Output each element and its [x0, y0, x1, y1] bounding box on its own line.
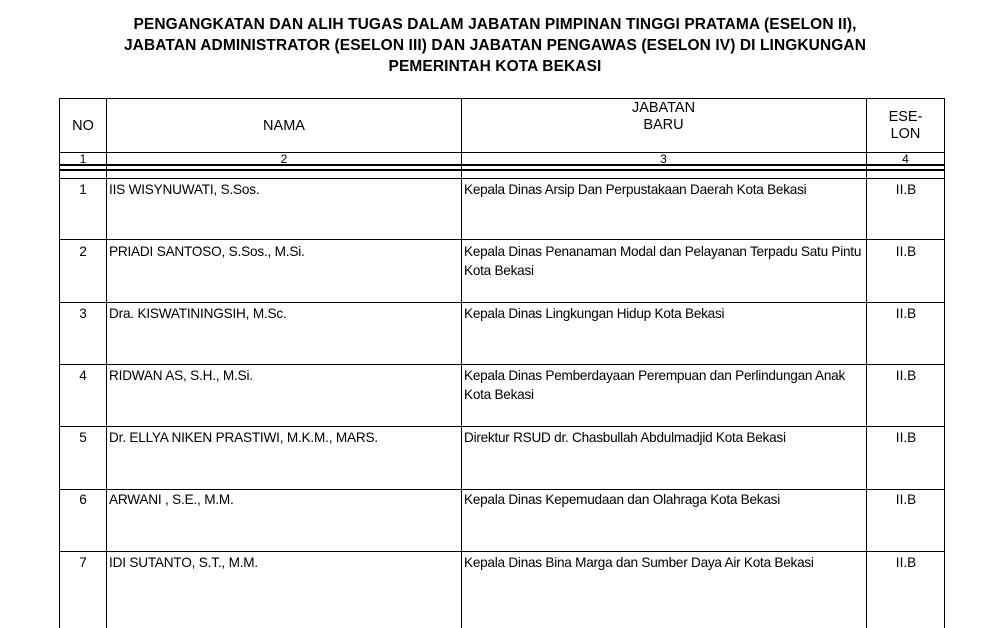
employee-name: ARWANI , S.E., M.M. — [109, 492, 234, 507]
header-nama: NAMA — [263, 117, 305, 134]
title-line-2: JABATAN ADMINISTRATOR (ESELON III) DAN JABATAN PENGAWAS (ESELON IV) DI LINGKUNGAN — [123, 37, 867, 54]
echelon: II.B — [895, 306, 917, 321]
header-jabatan-line-1: JABATAN — [631, 100, 696, 116]
column-number-divider-double — [59, 169, 945, 171]
echelon: II.B — [895, 244, 917, 259]
row-divider — [59, 302, 945, 303]
header-eselon-line-2: LON — [890, 125, 921, 142]
employee-name: IDI SUTANTO, S.T., M.M. — [109, 555, 258, 570]
column-number: 3 — [660, 152, 667, 166]
new-position: Kepala Dinas Kepemudaan dan Olahraga Kota Bekasi — [464, 492, 780, 507]
echelon: II.B — [895, 430, 917, 445]
header-eselon — [866, 98, 945, 153]
row-divider — [59, 426, 945, 427]
echelon: II.B — [895, 555, 917, 570]
new-position: Kepala Dinas Pemberdayaan Perempuan dan Perlindungan Anak Kota Bekasi — [464, 368, 845, 402]
row-number: 7 — [79, 555, 87, 570]
row-divider — [59, 551, 945, 552]
header-jabatan-line-2: BARU — [643, 117, 684, 133]
column-number: 4 — [902, 152, 909, 166]
header-jabatan — [461, 98, 866, 136]
row-number: 2 — [79, 244, 87, 259]
row-number: 3 — [79, 306, 87, 321]
header-eselon-line-1: ESE- — [888, 108, 923, 125]
employee-name: Dr. ELLYA NIKEN PRASTIWI, M.K.M., MARS. — [109, 430, 378, 445]
employee-name: PRIADI SANTOSO, S.Sos., M.Si. — [109, 244, 305, 259]
employee-name: IIS WISYNUWATI, S.Sos. — [109, 182, 260, 197]
new-position: Kepala Dinas Arsip Dan Perpustakaan Daerah Kota Bekasi — [464, 182, 807, 197]
row-number: 5 — [79, 430, 87, 445]
title-line-1: PENGANGKATAN DAN ALIH TUGAS DALAM JABATAN PIMPINAN TINGGI PRATAMA (ESELON II), — [133, 16, 857, 33]
row-number: 4 — [79, 368, 87, 383]
row-number: 6 — [79, 492, 87, 507]
appointment-table — [59, 98, 945, 628]
echelon: II.B — [895, 492, 917, 507]
row-divider — [59, 239, 945, 240]
echelon: II.B — [895, 368, 917, 383]
column-number: 2 — [280, 152, 288, 166]
employee-name: Dra. KISWATININGSIH, M.Sc. — [109, 306, 287, 321]
row-number: 1 — [79, 182, 87, 197]
new-position: Kepala Dinas Bina Marga dan Sumber Daya Air Kota Bekasi — [464, 555, 814, 570]
document-title — [0, 14, 990, 77]
new-position: Kepala Dinas Penanaman Modal dan Pelayanan Terpadu Satu Pintu Kota Bekasi — [464, 244, 862, 278]
body-top-line — [59, 178, 945, 179]
column-number: 1 — [79, 152, 87, 166]
header-no: NO — [72, 117, 94, 134]
title-line-3: PEMERINTAH KOTA BEKASI — [388, 58, 602, 75]
employee-name: RIDWAN AS, S.H., M.Si. — [109, 368, 253, 383]
new-position: Kepala Dinas Lingkungan Hidup Kota Bekasi — [464, 306, 725, 321]
echelon: II.B — [895, 182, 917, 197]
row-divider — [59, 364, 945, 365]
new-position: Direktur RSUD dr. Chasbullah Abdulmadjid Kota Bekasi — [464, 430, 786, 445]
